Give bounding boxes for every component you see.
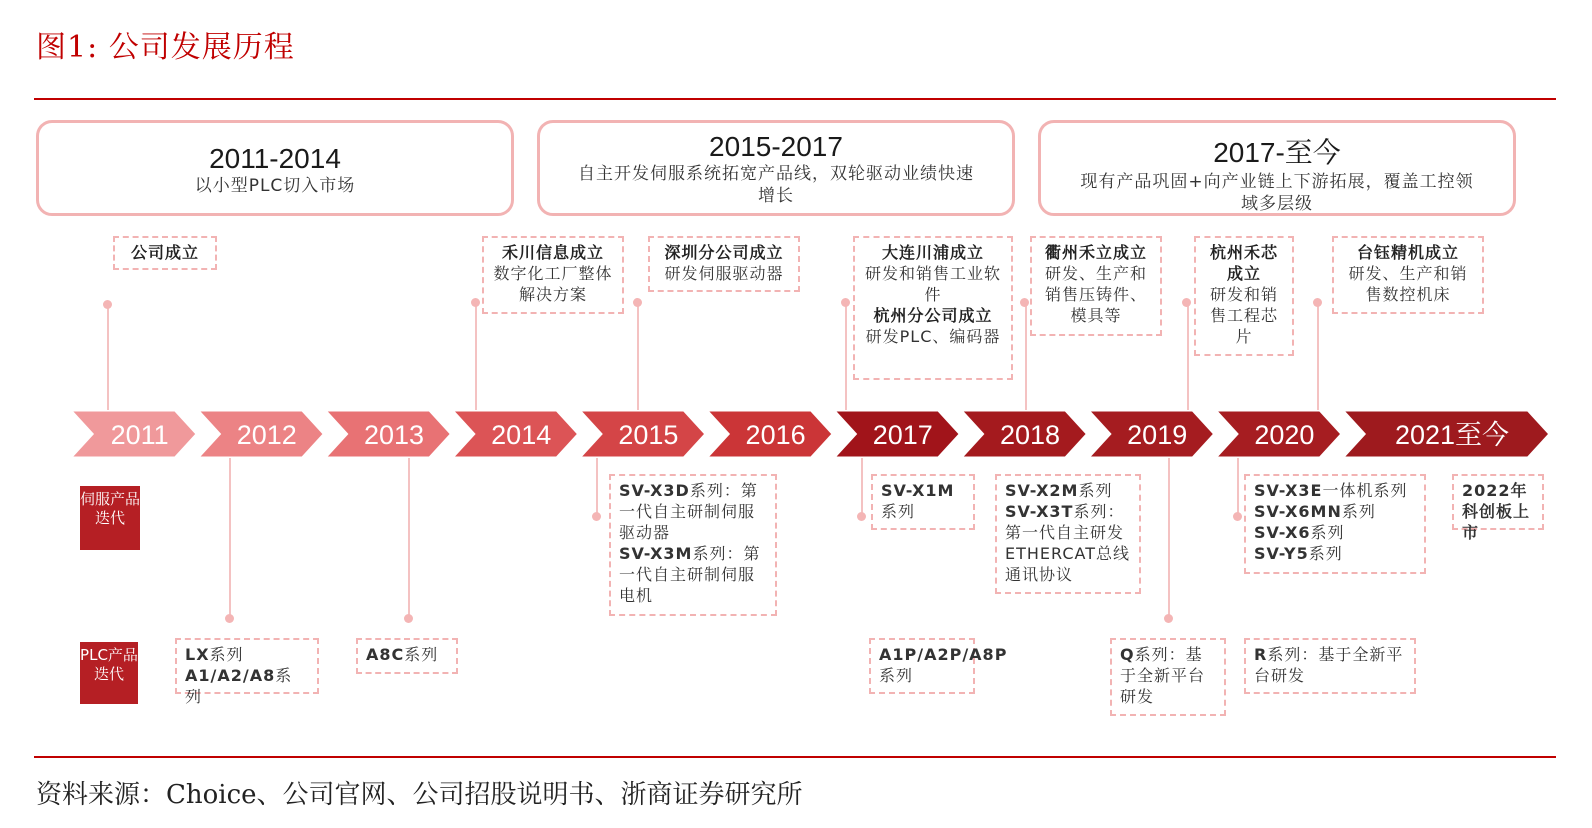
timeline-year-label: 2014: [491, 420, 552, 450]
servo-line: [1005, 480, 1131, 501]
text: 系列：第一代自主研制伺服驱动器: [619, 481, 758, 542]
period-years: 2015-2017: [709, 131, 843, 162]
connector-dot: [1020, 298, 1029, 307]
servo-x3d-x3m: [609, 474, 777, 616]
servo-x3e-x6-y5: [1244, 474, 1426, 574]
period-box-2015-2017: [537, 120, 1015, 216]
text: 一体机系列: [1322, 481, 1408, 500]
text: 系列: [1308, 544, 1343, 563]
connector-line: [1187, 306, 1189, 412]
period-box-2011-2014: [36, 120, 514, 216]
period-desc: 现有产品巩固+向产业链上下游拓展，覆盖工控领域多层级: [1080, 172, 1474, 214]
text: 系列：第一代自主研制伺服电机: [619, 544, 761, 605]
period-years: 2011-2014: [209, 143, 341, 174]
event-title: 大连川浦成立: [881, 243, 984, 262]
period-box-2017-now: [1038, 120, 1516, 216]
event-dalian-hangzhou: [853, 236, 1013, 380]
plc-line: [185, 665, 309, 707]
plc-line: [185, 644, 309, 665]
text: 系列：基于全新平台研发: [1254, 645, 1404, 685]
plc-a8c: [356, 638, 458, 674]
timeline-year-label: 2015: [618, 420, 679, 450]
event-title: 杭州禾芯成立: [1209, 243, 1278, 283]
servo-line: [1254, 522, 1416, 543]
timeline-year-label: 2020: [1254, 420, 1315, 450]
model: SV-X3E: [1254, 481, 1323, 500]
model: SV-X3M: [619, 544, 693, 563]
connector-dot: [1313, 298, 1322, 307]
servo-line: [881, 480, 965, 522]
servo-line: [619, 480, 767, 543]
connector-line: [1317, 306, 1319, 412]
connector-line: [475, 306, 477, 412]
plc-iteration-label: PLC产品迭代: [80, 642, 138, 704]
connector-line: [861, 456, 863, 516]
timeline-year-label: 2016: [745, 420, 806, 450]
bottom-rule: [34, 756, 1556, 758]
event-quzhou-heli: [1030, 236, 1162, 336]
model: A1P/A2P/A8P: [879, 645, 1008, 664]
plc-line: [1254, 644, 1406, 686]
timeline-year-label: 2017: [872, 420, 933, 450]
connector-line: [845, 306, 847, 412]
servo-line: [619, 543, 767, 606]
model: SV-X3D: [619, 481, 690, 500]
event-desc: 研发伺服驱动器: [664, 264, 784, 283]
event-taiyu-jingji: [1332, 236, 1484, 314]
plc-r: [1244, 638, 1416, 694]
event-title: 深圳分公司成立: [664, 243, 784, 262]
model: R: [1254, 645, 1268, 664]
plc-a1p-a2p-a8p: [869, 638, 1008, 694]
period-desc: 以小型PLC切入市场: [194, 176, 356, 196]
event-hechuan-info: [482, 236, 624, 314]
event-title: 台钰精机成立: [1356, 243, 1459, 262]
model: LX: [185, 645, 210, 664]
text: 系列: [1310, 523, 1345, 542]
connector-line: [596, 456, 598, 516]
model: A1/A2/A8: [185, 666, 276, 685]
servo-x2m-x3t: [995, 474, 1141, 594]
connector-dot: [592, 512, 601, 521]
event-hangzhou-hexin: [1194, 236, 1294, 356]
servo-line: [1462, 480, 1534, 543]
listing-2022: [1452, 474, 1544, 542]
event-desc: 研发、生产和销售数控机床: [1348, 264, 1468, 304]
event-title: 禾川信息成立: [501, 243, 604, 262]
connector-dot: [633, 298, 642, 307]
connector-line: [229, 456, 231, 616]
timeline-arrow: [0, 410, 1592, 458]
text: 系列: [879, 666, 914, 685]
timeline-year-label: 2012: [236, 420, 297, 450]
plc-line: [879, 644, 1008, 686]
event-title: 衢州禾立成立: [1044, 243, 1147, 262]
servo-line: [1254, 480, 1416, 501]
source-note: 资料来源：Choice、公司官网、公司招股说明书、浙商证券研究所: [36, 780, 803, 810]
timeline-year-label: 2011: [110, 420, 169, 450]
model: Q: [1120, 645, 1135, 664]
event-desc: 研发、生产和销售压铸件、模具等: [1044, 264, 1147, 325]
event-title: 公司成立: [130, 243, 199, 262]
connector-dot: [404, 614, 413, 623]
connector-line: [107, 306, 109, 412]
period-years: 2017-至今: [1213, 137, 1341, 168]
servo-iteration-label: 伺服产品迭代: [80, 486, 140, 550]
model: 2022年科创板上市: [1462, 481, 1531, 542]
plc-lx-a1a2a8: [175, 638, 319, 706]
connector-dot: [471, 298, 480, 307]
connector-dot: [225, 614, 234, 623]
top-rule: [34, 98, 1556, 100]
text: 系列: [1078, 481, 1113, 500]
model: SV-Y5: [1254, 544, 1309, 563]
event-company-founded: [113, 236, 217, 270]
event-desc: 研发和销售工程芯片: [1209, 285, 1278, 346]
model: A8C: [366, 645, 405, 664]
servo-line: [1005, 501, 1131, 585]
plc-line: [1120, 644, 1216, 707]
plc-q: [1110, 638, 1226, 716]
text: 系列：第一代自主研发ETHERCAT总线通讯协议: [1005, 502, 1130, 584]
connector-line: [408, 456, 410, 616]
event-desc: 数字化工厂整体解决方案: [493, 264, 613, 304]
connector-dot: [1233, 512, 1242, 521]
text: 系列: [209, 645, 244, 664]
model: SV-X6: [1254, 523, 1311, 542]
timeline-year-label: 2013: [363, 420, 425, 450]
text: 系列：基于全新平台研发: [1120, 645, 1206, 706]
plc-line: [366, 644, 448, 665]
event-desc-2: 研发PLC、编码器: [865, 327, 1001, 346]
timeline-year-label: 2021至今: [1394, 420, 1510, 450]
connector-line: [1025, 306, 1027, 412]
connector-dot: [103, 300, 112, 309]
figure-title: 图1: 公司发展历程: [36, 30, 295, 65]
text: 系列: [404, 645, 439, 664]
connector-dot: [1164, 614, 1173, 623]
event-shenzhen-branch: [648, 236, 800, 292]
event-title-2: 杭州分公司成立: [873, 306, 993, 325]
text: 系列: [881, 502, 916, 521]
model: SV-X3T: [1005, 502, 1074, 521]
timeline-year-label: 2018: [999, 420, 1061, 450]
timeline-year-label: 2019: [1127, 420, 1188, 450]
model: SV-X2M: [1005, 481, 1079, 500]
period-desc: 自主开发伺服系统拓宽产品线，双轮驱动业绩快速增长: [578, 164, 974, 206]
text: 系列: [1341, 502, 1376, 521]
connector-line: [1237, 456, 1239, 516]
connector-dot: [1182, 298, 1191, 307]
connector-dot: [841, 298, 850, 307]
text: 系列: [185, 666, 293, 706]
servo-line: [1254, 501, 1416, 522]
servo-x1m: [871, 474, 975, 530]
connector-line: [1168, 456, 1170, 616]
connector-dot: [857, 512, 866, 521]
model: SV-X1M: [881, 481, 955, 500]
connector-line: [637, 306, 639, 412]
model: SV-X6MN: [1254, 502, 1342, 521]
event-desc: 研发和销售工业软件: [864, 264, 1001, 304]
servo-line: [1254, 543, 1416, 564]
